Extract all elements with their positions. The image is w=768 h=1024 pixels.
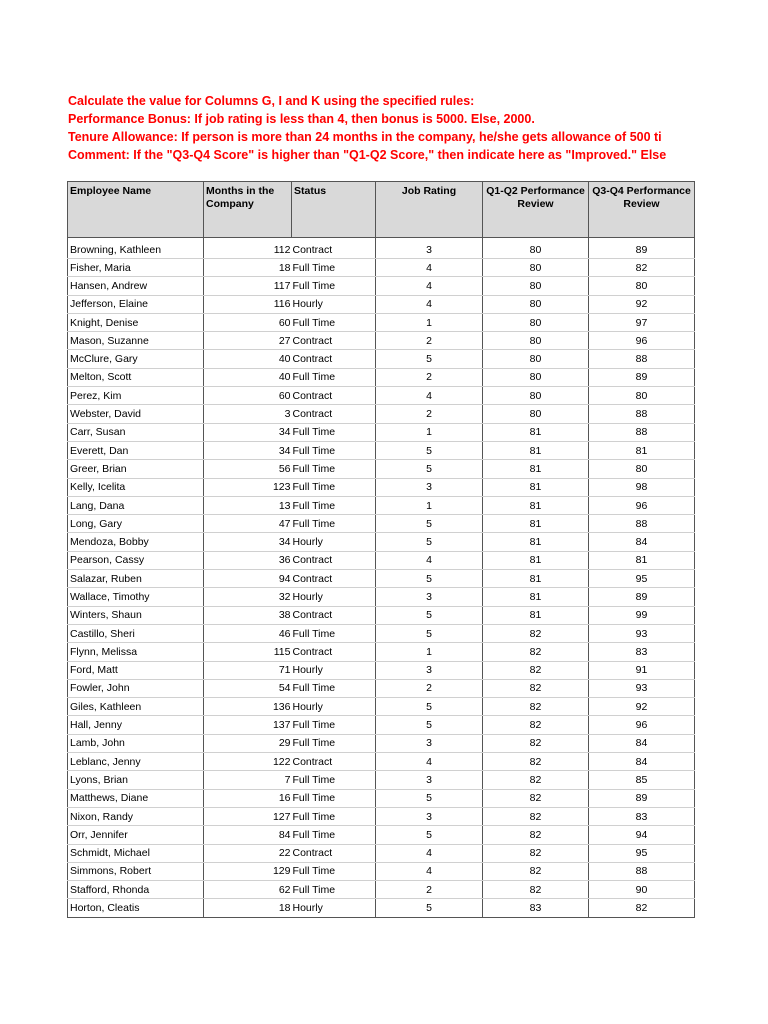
cell-q3q4-score[interactable]: 89 [589,368,695,386]
cell-status[interactable]: Contract [292,606,376,624]
table-row [68,881,695,899]
cell-q3q4-score[interactable]: 91 [589,661,695,679]
cell-status[interactable]: Hourly [292,661,376,679]
cell-q3q4-score[interactable]: 88 [589,515,695,533]
cell-employee-name[interactable]: Wallace, Timothy [68,588,204,606]
cell-months[interactable]: 13 [204,496,292,514]
cell-employee-name[interactable]: Stafford, Rhonda [68,881,204,899]
cell-job-rating[interactable]: 4 [376,387,483,405]
cell-q3q4-score[interactable]: 92 [589,698,695,716]
cell-job-rating[interactable]: 3 [376,771,483,789]
cell-job-rating[interactable]: 5 [376,533,483,551]
cell-q1q2-score[interactable]: 81 [483,478,589,496]
cell-job-rating[interactable]: 2 [376,881,483,899]
cell-q1q2-score[interactable]: 80 [483,387,589,405]
header-job-rating[interactable]: Job Rating [376,182,483,238]
table-row [68,423,695,441]
cell-q3q4-score[interactable]: 96 [589,496,695,514]
cell-months[interactable]: 32 [204,588,292,606]
cell-status[interactable]: Full Time [292,624,376,642]
cell-job-rating[interactable]: 5 [376,460,483,478]
cell-q1q2-score[interactable]: 82 [483,844,589,862]
cell-months[interactable]: 18 [204,259,292,277]
cell-employee-name[interactable]: Melton, Scott [68,368,204,386]
cell-q3q4-score[interactable]: 81 [589,441,695,459]
table-row [68,734,695,752]
table-row [68,716,695,734]
cell-q3q4-score[interactable]: 83 [589,807,695,825]
cell-status[interactable]: Full Time [292,368,376,386]
cell-months[interactable]: 84 [204,826,292,844]
cell-employee-name[interactable]: Carr, Susan [68,423,204,441]
cell-months[interactable]: 34 [204,533,292,551]
cell-q3q4-score[interactable]: 95 [589,844,695,862]
cell-job-rating[interactable]: 5 [376,624,483,642]
cell-months[interactable]: 34 [204,441,292,459]
cell-job-rating[interactable]: 5 [376,606,483,624]
table-row [68,551,695,569]
cell-status[interactable]: Full Time [292,441,376,459]
cell-job-rating[interactable]: 3 [376,238,483,259]
instruction-line: Performance Bonus: If job rating is less than 4, then bonus is 5000. Else, 2000. [68,112,535,126]
cell-employee-name[interactable]: Webster, David [68,405,204,423]
cell-employee-name[interactable]: Orr, Jennifer [68,826,204,844]
cell-status[interactable]: Full Time [292,313,376,331]
cell-q3q4-score[interactable]: 88 [589,423,695,441]
header-row [68,182,695,238]
cell-status[interactable]: Full Time [292,734,376,752]
cell-q3q4-score[interactable]: 90 [589,881,695,899]
cell-employee-name[interactable]: Mendoza, Bobby [68,533,204,551]
cell-months[interactable]: 7 [204,771,292,789]
cell-employee-name[interactable]: Knight, Denise [68,313,204,331]
cell-q1q2-score[interactable]: 80 [483,350,589,368]
cell-months[interactable]: 47 [204,515,292,533]
cell-q1q2-score[interactable]: 82 [483,716,589,734]
cell-months[interactable]: 115 [204,643,292,661]
cell-months[interactable]: 137 [204,716,292,734]
table-row [68,295,695,313]
cell-job-rating[interactable]: 5 [376,789,483,807]
cell-q3q4-score[interactable]: 88 [589,862,695,880]
table-row [68,624,695,642]
cell-job-rating[interactable]: 3 [376,478,483,496]
cell-status[interactable]: Contract [292,238,376,259]
cell-q1q2-score[interactable]: 80 [483,259,589,277]
cell-q1q2-score[interactable]: 81 [483,460,589,478]
cell-q1q2-score[interactable]: 80 [483,238,589,259]
header-months[interactable]: Months in the Company [204,182,292,238]
cell-status[interactable]: Hourly [292,899,376,917]
cell-q3q4-score[interactable]: 89 [589,588,695,606]
cell-q1q2-score[interactable]: 81 [483,551,589,569]
table-row [68,496,695,514]
cell-months[interactable]: 27 [204,332,292,350]
cell-status[interactable]: Full Time [292,862,376,880]
header-q3q4-review[interactable]: Q3-Q4 Performance Review [589,182,695,238]
cell-q3q4-score[interactable]: 93 [589,624,695,642]
cell-status[interactable]: Full Time [292,478,376,496]
cell-job-rating[interactable]: 1 [376,313,483,331]
instructions-block [68,92,696,164]
table-row [68,332,695,350]
cell-status[interactable]: Full Time [292,807,376,825]
cell-months[interactable]: 122 [204,753,292,771]
cell-q1q2-score[interactable]: 82 [483,826,589,844]
cell-months[interactable]: 123 [204,478,292,496]
cell-job-rating[interactable]: 2 [376,368,483,386]
cell-status[interactable]: Full Time [292,771,376,789]
cell-status[interactable]: Hourly [292,588,376,606]
cell-employee-name[interactable]: Schmidt, Michael [68,844,204,862]
cell-months[interactable]: 60 [204,313,292,331]
cell-status[interactable]: Full Time [292,277,376,295]
cell-months[interactable]: 112 [204,238,292,259]
cell-employee-name[interactable]: Leblanc, Jenny [68,753,204,771]
cell-q3q4-score[interactable]: 94 [589,826,695,844]
cell-q3q4-score[interactable]: 98 [589,478,695,496]
cell-status[interactable]: Contract [292,643,376,661]
table-row [68,826,695,844]
cell-months[interactable]: 136 [204,698,292,716]
cell-q1q2-score[interactable]: 80 [483,405,589,423]
cell-months[interactable]: 18 [204,899,292,917]
cell-months[interactable]: 40 [204,350,292,368]
cell-q3q4-score[interactable]: 95 [589,570,695,588]
cell-employee-name[interactable]: Browning, Kathleen [68,238,204,259]
table-row [68,771,695,789]
cell-employee-name[interactable]: Hall, Jenny [68,716,204,734]
cell-status[interactable]: Full Time [292,716,376,734]
cell-status[interactable]: Full Time [292,789,376,807]
instruction-line: Calculate the value for Columns G, I and K using the specified rules: [68,94,475,108]
cell-q3q4-score[interactable]: 85 [589,771,695,789]
table-row [68,405,695,423]
cell-q3q4-score[interactable]: 89 [589,238,695,259]
table-row [68,698,695,716]
cell-employee-name[interactable]: Flynn, Melissa [68,643,204,661]
cell-job-rating[interactable]: 2 [376,405,483,423]
cell-months[interactable]: 29 [204,734,292,752]
cell-job-rating[interactable]: 3 [376,807,483,825]
table-row [68,277,695,295]
cell-job-rating[interactable]: 2 [376,679,483,697]
cell-q3q4-score[interactable]: 96 [589,332,695,350]
cell-job-rating[interactable]: 5 [376,515,483,533]
cell-q1q2-score[interactable]: 80 [483,368,589,386]
cell-q1q2-score[interactable]: 82 [483,661,589,679]
cell-employee-name[interactable]: Greer, Brian [68,460,204,478]
cell-employee-name[interactable]: Salazar, Ruben [68,570,204,588]
employee-table [67,181,695,918]
cell-months[interactable]: 34 [204,423,292,441]
cell-q3q4-score[interactable]: 88 [589,350,695,368]
cell-job-rating[interactable]: 5 [376,441,483,459]
table-row [68,368,695,386]
cell-q3q4-score[interactable]: 84 [589,734,695,752]
cell-q1q2-score[interactable]: 80 [483,313,589,331]
cell-status[interactable]: Contract [292,753,376,771]
cell-job-rating[interactable]: 3 [376,661,483,679]
cell-q1q2-score[interactable]: 82 [483,807,589,825]
cell-employee-name[interactable]: Nixon, Randy [68,807,204,825]
cell-q3q4-score[interactable]: 81 [589,551,695,569]
cell-status[interactable]: Contract [292,332,376,350]
cell-job-rating[interactable]: 4 [376,753,483,771]
cell-job-rating[interactable]: 4 [376,259,483,277]
cell-q1q2-score[interactable]: 82 [483,862,589,880]
cell-employee-name[interactable]: Giles, Kathleen [68,698,204,716]
cell-status[interactable]: Full Time [292,259,376,277]
table-row [68,899,695,917]
cell-q1q2-score[interactable]: 81 [483,515,589,533]
instruction-line: Tenure Allowance: If person is more than 24 months in the company, he/she gets allowance of 500 ti [68,130,662,144]
cell-q1q2-score[interactable]: 80 [483,295,589,313]
cell-months[interactable]: 129 [204,862,292,880]
cell-status[interactable]: Full Time [292,423,376,441]
header-status[interactable]: Status [292,182,376,238]
cell-months[interactable]: 127 [204,807,292,825]
cell-employee-name[interactable]: Mason, Suzanne [68,332,204,350]
cell-q3q4-score[interactable]: 82 [589,259,695,277]
cell-q3q4-score[interactable]: 93 [589,679,695,697]
cell-status[interactable]: Full Time [292,679,376,697]
cell-months[interactable]: 117 [204,277,292,295]
cell-job-rating[interactable]: 5 [376,570,483,588]
cell-status[interactable]: Full Time [292,496,376,514]
cell-q3q4-score[interactable]: 84 [589,533,695,551]
table-row [68,807,695,825]
cell-status[interactable]: Contract [292,387,376,405]
cell-q3q4-score[interactable]: 88 [589,405,695,423]
cell-q3q4-score[interactable]: 89 [589,789,695,807]
cell-employee-name[interactable]: Simmons, Robert [68,862,204,880]
cell-months[interactable]: 56 [204,460,292,478]
cell-job-rating[interactable]: 5 [376,698,483,716]
cell-q3q4-score[interactable]: 97 [589,313,695,331]
cell-employee-name[interactable]: Long, Gary [68,515,204,533]
cell-q1q2-score[interactable]: 82 [483,771,589,789]
table-row [68,570,695,588]
cell-months[interactable]: 60 [204,387,292,405]
cell-employee-name[interactable]: Castillo, Sheri [68,624,204,642]
cell-q1q2-score[interactable]: 82 [483,624,589,642]
cell-q3q4-score[interactable]: 80 [589,460,695,478]
cell-q1q2-score[interactable]: 82 [483,753,589,771]
table-row [68,478,695,496]
cell-q3q4-score[interactable]: 83 [589,643,695,661]
table-row [68,460,695,478]
cell-months[interactable]: 40 [204,368,292,386]
cell-employee-name[interactable]: Horton, Cleatis [68,899,204,917]
table-row [68,862,695,880]
table-row [68,643,695,661]
cell-q3q4-score[interactable]: 80 [589,387,695,405]
cell-months[interactable]: 94 [204,570,292,588]
cell-q1q2-score[interactable]: 82 [483,679,589,697]
cell-q1q2-score[interactable]: 82 [483,643,589,661]
cell-months[interactable]: 62 [204,881,292,899]
cell-months[interactable]: 36 [204,551,292,569]
cell-q1q2-score[interactable]: 82 [483,698,589,716]
cell-status[interactable]: Contract [292,570,376,588]
cell-employee-name[interactable]: Lamb, John [68,734,204,752]
cell-q3q4-score[interactable]: 80 [589,277,695,295]
instruction-line: Comment: If the "Q3-Q4 Score" is higher than "Q1-Q2 Score," then indicate here as "Improved." Else [68,148,667,162]
table-row [68,313,695,331]
cell-q3q4-score[interactable]: 99 [589,606,695,624]
cell-job-rating[interactable]: 1 [376,643,483,661]
cell-q1q2-score[interactable]: 80 [483,332,589,350]
cell-status[interactable]: Full Time [292,881,376,899]
cell-employee-name[interactable]: Everett, Dan [68,441,204,459]
cell-q3q4-score[interactable]: 96 [589,716,695,734]
table-row [68,789,695,807]
cell-status[interactable]: Contract [292,844,376,862]
cell-q3q4-score[interactable]: 82 [589,899,695,917]
cell-status[interactable]: Contract [292,551,376,569]
cell-employee-name[interactable]: Perez, Kim [68,387,204,405]
table-row [68,661,695,679]
cell-employee-name[interactable]: Lyons, Brian [68,771,204,789]
header-employee-name[interactable]: Employee Name [68,182,204,238]
cell-months[interactable]: 116 [204,295,292,313]
table-row [68,441,695,459]
cell-employee-name[interactable]: Hansen, Andrew [68,277,204,295]
cell-employee-name[interactable]: Fisher, Maria [68,259,204,277]
cell-q1q2-score[interactable]: 81 [483,423,589,441]
header-q1q2-review[interactable]: Q1-Q2 Performance Review [483,182,589,238]
cell-job-rating[interactable]: 5 [376,716,483,734]
cell-q1q2-score[interactable]: 83 [483,899,589,917]
cell-employee-name[interactable]: Fowler, John [68,679,204,697]
table-row [68,533,695,551]
table-row [68,606,695,624]
cell-status[interactable]: Full Time [292,460,376,478]
cell-employee-name[interactable]: Winters, Shaun [68,606,204,624]
cell-job-rating[interactable]: 5 [376,350,483,368]
cell-q1q2-score[interactable]: 81 [483,496,589,514]
table-row [68,679,695,697]
cell-months[interactable]: 46 [204,624,292,642]
cell-job-rating[interactable]: 1 [376,423,483,441]
cell-status[interactable]: Contract [292,405,376,423]
cell-q1q2-score[interactable]: 82 [483,734,589,752]
cell-q3q4-score[interactable]: 84 [589,753,695,771]
cell-q1q2-score[interactable]: 81 [483,588,589,606]
table-row [68,515,695,533]
cell-job-rating[interactable]: 4 [376,277,483,295]
cell-q1q2-score[interactable]: 82 [483,881,589,899]
cell-employee-name[interactable]: Ford, Matt [68,661,204,679]
cell-months[interactable]: 16 [204,789,292,807]
cell-q1q2-score[interactable]: 81 [483,533,589,551]
cell-employee-name[interactable]: Pearson, Cassy [68,551,204,569]
cell-employee-name[interactable]: Lang, Dana [68,496,204,514]
table-row [68,844,695,862]
cell-q1q2-score[interactable]: 82 [483,789,589,807]
cell-q1q2-score[interactable]: 81 [483,570,589,588]
cell-months[interactable]: 54 [204,679,292,697]
cell-employee-name[interactable]: Kelly, Icelita [68,478,204,496]
cell-status[interactable]: Hourly [292,698,376,716]
cell-job-rating[interactable]: 3 [376,734,483,752]
table-row [68,753,695,771]
cell-job-rating[interactable]: 1 [376,496,483,514]
cell-employee-name[interactable]: McClure, Gary [68,350,204,368]
cell-job-rating[interactable]: 5 [376,899,483,917]
table-row [68,387,695,405]
cell-status[interactable]: Full Time [292,826,376,844]
cell-status[interactable]: Contract [292,350,376,368]
cell-job-rating[interactable]: 4 [376,551,483,569]
table-row [68,238,695,259]
cell-months[interactable]: 22 [204,844,292,862]
cell-months[interactable]: 38 [204,606,292,624]
cell-q3q4-score[interactable]: 92 [589,295,695,313]
cell-job-rating[interactable]: 4 [376,862,483,880]
cell-status[interactable]: Full Time [292,515,376,533]
cell-q1q2-score[interactable]: 81 [483,441,589,459]
cell-job-rating[interactable]: 4 [376,295,483,313]
cell-months[interactable]: 3 [204,405,292,423]
table-row [68,588,695,606]
cell-q1q2-score[interactable]: 81 [483,606,589,624]
cell-job-rating[interactable]: 2 [376,332,483,350]
cell-job-rating[interactable]: 5 [376,826,483,844]
cell-job-rating[interactable]: 3 [376,588,483,606]
cell-employee-name[interactable]: Matthews, Diane [68,789,204,807]
cell-status[interactable]: Hourly [292,533,376,551]
cell-job-rating[interactable]: 4 [376,844,483,862]
cell-months[interactable]: 71 [204,661,292,679]
cell-q1q2-score[interactable]: 80 [483,277,589,295]
table-row [68,259,695,277]
cell-employee-name[interactable]: Jefferson, Elaine [68,295,204,313]
cell-status[interactable]: Hourly [292,295,376,313]
table-row [68,350,695,368]
